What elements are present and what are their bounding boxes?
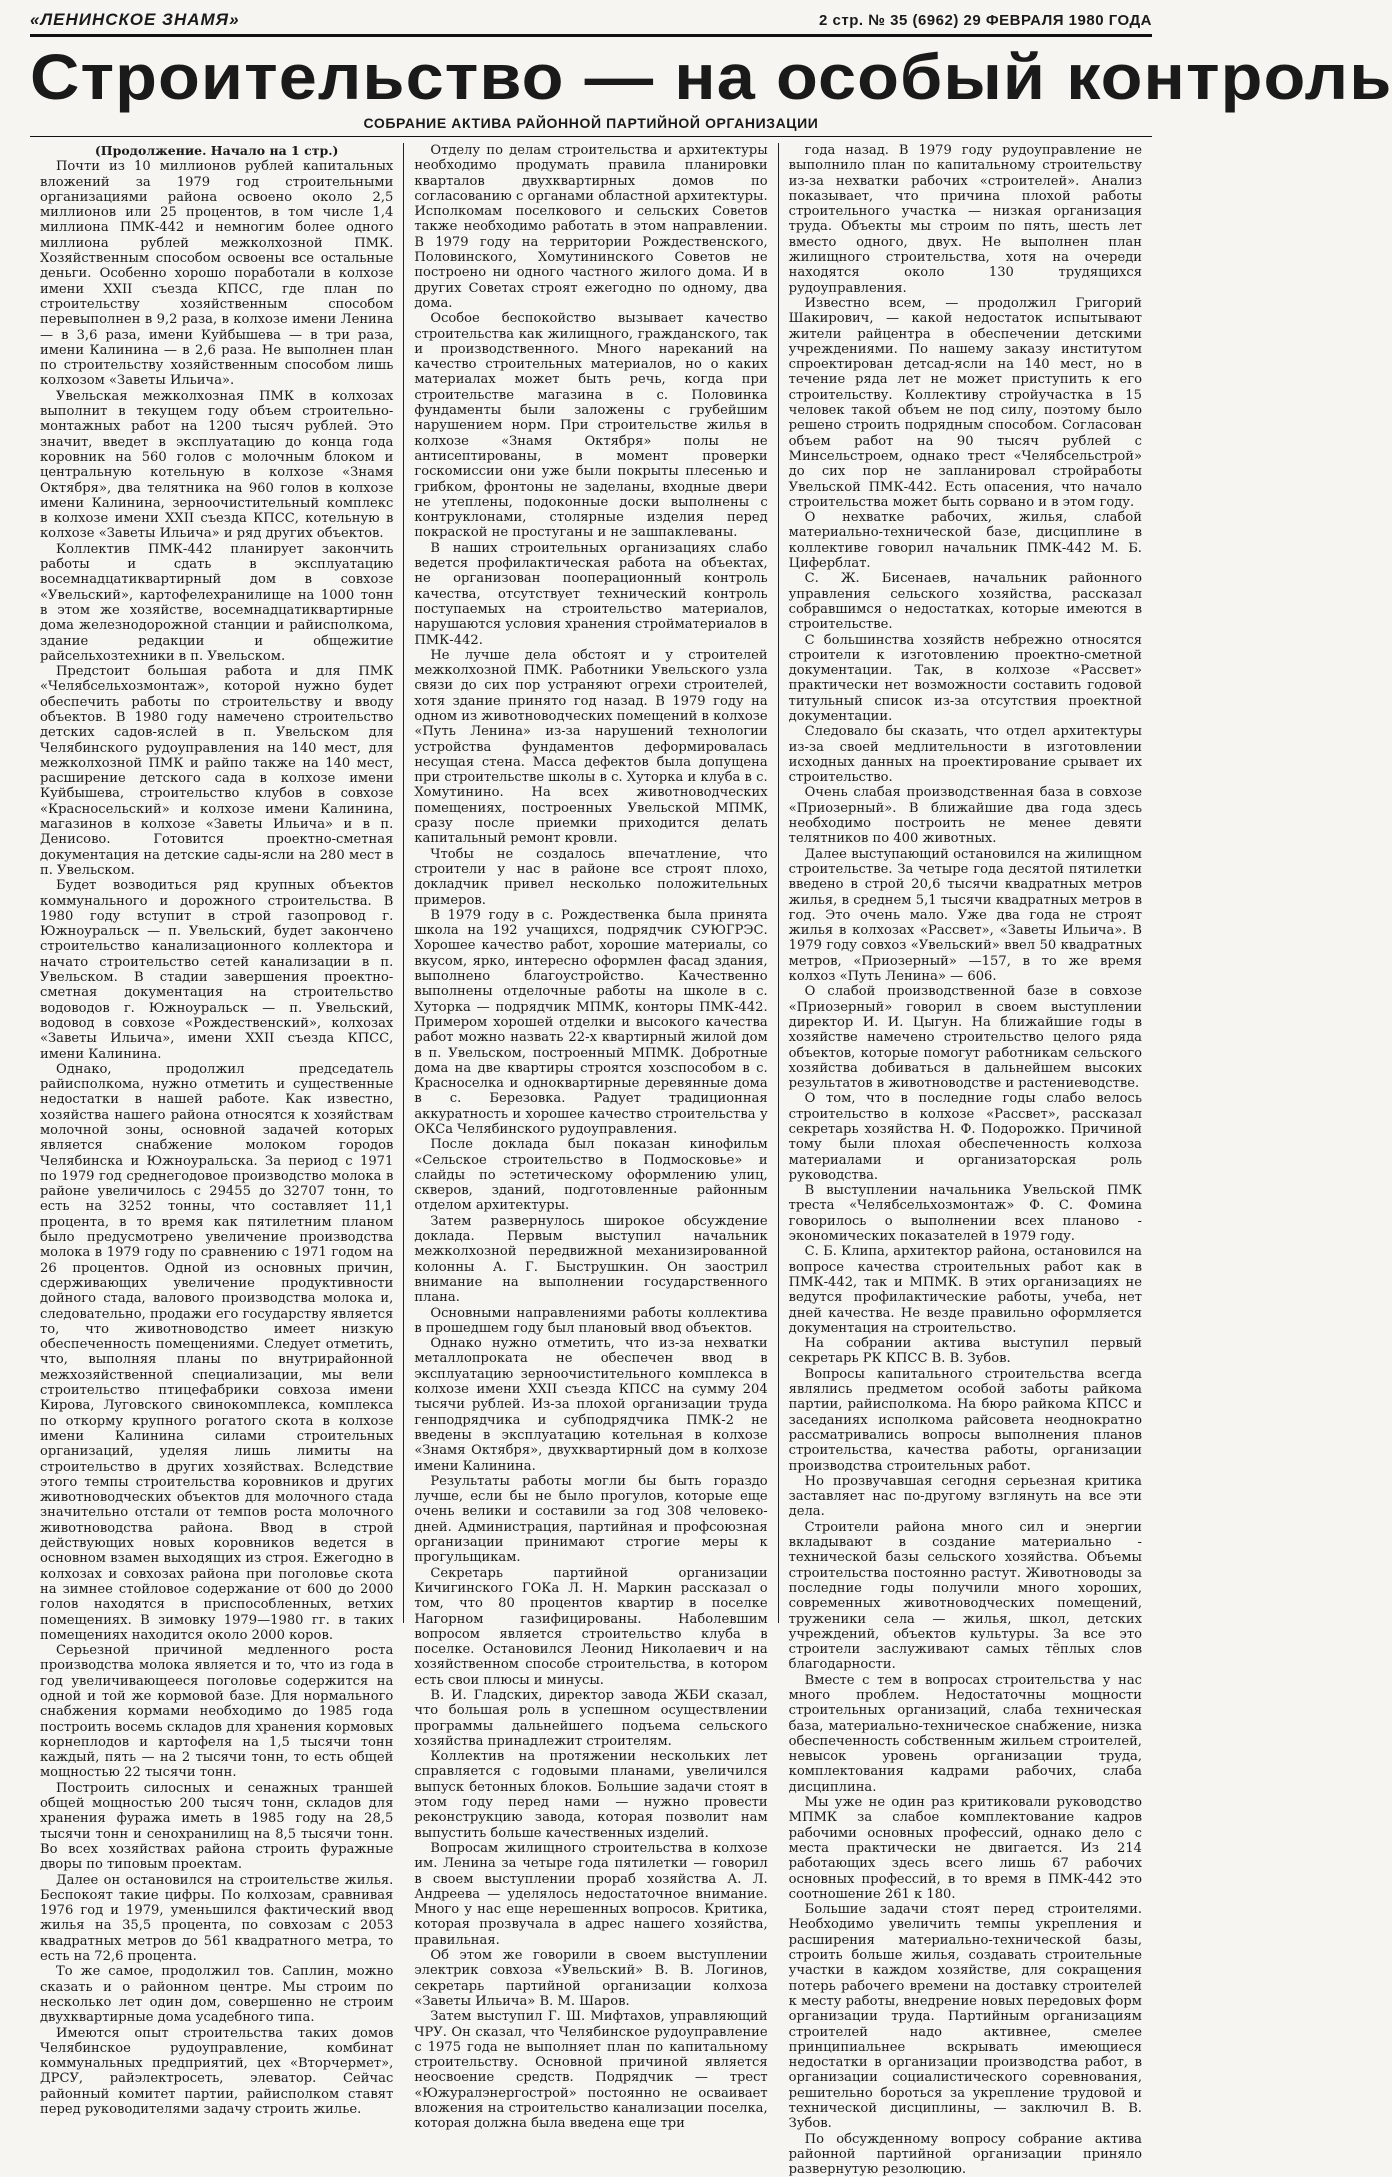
article-column-3	[778, 143, 1152, 2177]
article-paragraph: В 1979 году в с. Рождественка была принята школа на 192 учащихся, подрядчик СУЮГРЭС. Хорошее качество работ, хорошие материалы, со вкусом, ярко, интересно оформлен фасад здания, выполнено благоустройство. Качественно выполнены отделочные работы на школе в с. Хуторка — подрядчик МПМК, конторы ПМК-442. Примером хорошей отделки и высокого качества работ можно назвать 22-х квартирный жилой дом в п. Увельском, построенный МПМК. Добротные дома на две квартиры строятся хозспособом в с. Красноселка и одноквартирные деревянные дома в с. Березовка. Радует традиционная аккуратность и хорошее качество строительства у ОКСа Челябинского рудоуправления.	[414, 907, 768, 1137]
article-paragraph: Мы уже не один раз критиковали руководство МПМК за слабое комплектование кадров рабочими основных профессий, однако дело с места практически не двигается. Из 214 работающих здесь всего лишь 67 рабочих основных профессий, в то время в ПМК-442 это соотношение 261 к 180.	[788, 1795, 1142, 1902]
article-column-2	[403, 143, 777, 2132]
article-paragraph: Однако нужно отметить, что из-за нехватки металлопроката не обеспечен ввод в эксплуатацию зерноочистительного комплекса в колхозе имени XXII съезда КПСС на сумму 204 тысячи рублей. Из-за плохой организации труда генподрядчика и субподрядчика ПМК-2 не введены в эксплуатацию котельная в колхозе «Знамя Октября», двухквартирный дом в колхозе имени Калинина.	[414, 1336, 768, 1474]
article-paragraph: Особое беспокойство вызывает качество строительства как жилищного, гражданского, так и производственного. Много нареканий на качество строительных материалов, но о каких материалах может быть речь, когда при строительстве магазина в с. Половинка фундаменты были заложены с грубейшим нарушением норм. При строительстве жилья в колхозе «Знамя Октября» полы не антисептированы, в момент проверки госкомиссии они уже были покрыты плесенью и грибком, фронтоны не заделаны, входные двери не утеплены, подоконные доски выполнены с контруклонами, столярные изделия перед покраской не простуганы и не зашпаклеваны.	[414, 311, 768, 541]
article-paragraph: Чтобы не создалось впечатление, что строители у нас в районе все строят плохо, докладчик привел несколько положительных примеров.	[414, 846, 768, 908]
article-paragraph: года назад. В 1979 году рудоуправление не выполнило план по капитальному строительству из-за нехватки рабочих «строителей». Анализ показывает, что причина плохой работы строительного участка — низкая организация труда. Объекты мы строим по пять, шесть лет вместо одного, двух. Не выполнен план жилищного строительства, хотя на очереди находятся около 130 трудящихся рудоуправления.	[788, 143, 1142, 296]
article-paragraph: Очень слабая производственная база в совхозе «Приозерный». В ближайшие два года здесь необходимо построить не менее девяти телятников по 400 животных.	[788, 785, 1142, 847]
article-paragraph: Серьезной причиной медленного роста производства молока является и то, что из года в год увеличивающееся поголовье содержится на одной и той же кормовой базе. Для нормального снабжения кормами необходимо до 1985 года построить восемь складов для хранения кормовых корнеплодов и картофеля на 1,5 тысячи тонн каждый, пять — на 2 тысячи тонн, то есть общей мощностью 22 тысячи тонн.	[40, 1643, 394, 1781]
article-paragraph: Далее выступающий остановился на жилищном строительстве. За четыре года десятой пятилетки введено в строй 20,6 тысячи квадратных метров жилья, в среднем 5,1 тысячи квадратных метров в год. Это очень мало. Уже два года не строят жилья в колхозах «Рассвет», «Заветы Ильича». В 1979 году совхоз «Увельский» ввел 50 квадратных метров, «Приозерный» —157, в то же время колхоз «Путь Ленина» — 606.	[788, 846, 1142, 985]
article-paragraph: Отделу по делам строительства и архитектуры необходимо продумать правила планировки кварталов двухквартирных домов по согласованию с органами областной архитектуры. Исполкомам поселкового и сельских Советов также необходимо работать в этом направлении. В 1979 году на территории Рождественского, Половинского, Хомутининского Советов не построено ни одного частного жилого дома. И в других Советах строят ежегодно по одному, два дома.	[414, 143, 768, 311]
article-paragraph: Вместе с тем в вопросах строительства у нас много проблем. Недостаточны мощности строительных организаций, слаба техническая база, материально-техническое снабжение, низка обеспеченность собственным жильем строителей, невысок уровень организации труда, комплектования кадрами рабочих, слаба дисциплина.	[788, 1672, 1142, 1795]
article-paragraph: На собрании актива выступил первый секретарь РК КПСС В. В. Зубов.	[788, 1336, 1142, 1367]
article-paragraph: О нехватке рабочих, жилья, слабой материально-технической базе, дисциплине в коллективе говорил начальник ПМК-442 М. Б. Циферблат.	[788, 510, 1142, 572]
article-paragraph: В выступлении начальника Увельской ПМК треста «Челябсельхозмонтаж» Ф. С. Фомина говорилось о выполнении всех планово - экономических показателей в 1979 году.	[788, 1183, 1142, 1245]
article-paragraph: Коллектив на протяжении нескольких лет справляется с годовыми планами, увеличился выпуск бетонных блоков. Большие задачи стоят в этом году перед нами — нужно провести реконструкцию завода, которая позволит нам выпустить больше качественных изделий.	[414, 1749, 768, 1841]
article-paragraph: Затем выступил Г. Ш. Мифтахов, управляющий ЧРУ. Он сказал, что Челябинское рудоуправление с 1975 года не выполняет план по капитальному строительству. Основной причиной является неосвоение средств. Подрядчик — трест «Южуралэнергострой» постоянно не осваивает вложения на строительство канализации поселка, которая должна была введена еще три	[414, 2009, 768, 2132]
article-paragraph: Почти из 10 миллионов рублей капитальных вложений за 1979 год строительными организациями района освоено около 2,5 миллионов или 25 процентов, в том числе 1,4 миллиона ПМК-442 и немногим более одного миллиона рублей межколхозной ПМК. Хозяйственным способом освоены все остальные деньги. Особенно хорошо поработали в колхозе имени XXII съезда КПСС, где план по строительству хозяйственным способом перевыполнен в 9,2 раза, в колхозе имени Ленина — в 3,6 раза, имени Куйбышева — в три раза, имени Калинина — в 2,6 раза. Не выполнен план по строительству хозяйственным способом лишь колхозом «Заветы Ильича».	[40, 159, 394, 389]
article-columns	[30, 143, 1152, 2177]
article-paragraph: То же самое, продолжил тов. Саплин, можно сказать и о районном центре. Мы строим по несколько лет один дом, совершенно не строим двухквартирные дома усадебного типа.	[40, 1964, 394, 2026]
article-paragraph: Вопросы капитального строительства всегда являлись предметом особой заботы райкома партии, райисполкома. На бюро райкома КПСС и заседаниях исполкома райсовета неоднократно рассматривались вопросы выполнения планов строительства, качества работы, организации производства строительных работ.	[788, 1366, 1142, 1474]
article-paragraph: Известно всем, — продолжил Григорий Шакирович, — какой недостаток испытывают жители райцентра в обеспечении детскими учреждениями. По нашему заказу институтом спроектирован детсад-ясли на 140 мест, но в течение ряда лет не может приступить к его строительству. Коллективу стройучастка в 15 человек такой объем не под силу, поэтому было решено строить подрядным способом. Согласован объем работ на 90 тысяч рублей с Минсельстроем, однако трест «Челябсельстрой» до сих пор не запланировал стройработы Увельской ПМК-442. Есть опасения, что начало строительства может быть сорвано и в этом году.	[788, 295, 1142, 510]
article-paragraph: Строители района много сил и энергии вкладывают в создание материально - технической базы сельского хозяйства. Объемы строительства постоянно растут. Животноводы за последние годы получили много хороших, современных животноводческих помещений, труженики села — жилья, школ, детских учреждений, объектов культуры. За все это строители заслуживают самых тёплых слов благодарности.	[788, 1519, 1142, 1673]
article-paragraph: Секретарь партийной организации Кичигинского ГОКа Л. Н. Маркин рассказал о том, что 80 процентов квартир в поселке Нагорном газифицированы. Наболевшим вопросом является строительство клуба в поселке. Остановился Леонид Николаевич и на хозяйственном способе строительства, в котором есть свои плюсы и минусы.	[414, 1565, 768, 1688]
article-paragraph: Имеются опыт строительства таких домов Челябинское рудоуправление, комбинат коммунальных предприятий, цех «Вторчермет», ДРСУ, райэлектросеть, элеватор. Сейчас районный комитет партии, райисполком ставят перед руководителями задачу строить жилье.	[40, 2025, 394, 2117]
article-headline: Строительство — на особый контроль	[30, 41, 1392, 113]
article-paragraph: Результаты работы могли бы быть гораздо лучше, если бы не было прогулов, которые еще очень велики и составили за год 308 человеко-дней. Администрация, партийная и профсоюзная организации принимают строгие меры к прогульщикам.	[414, 1473, 768, 1566]
article-paragraph: После доклада был показан кинофильм «Сельское строительство в Подмосковье» и слайды по эстетическому оформлению улиц, скверов, зданий, подготовленные районным отделом архитектуры.	[414, 1137, 768, 1214]
article-paragraph: Увельская межколхозная ПМК в колхозах выполнит в текущем году объем строительно-монтажных работ на 1200 тысяч рублей. Это значит, введет в эксплуатацию до конца года коровник на 560 голов с молочным блоком и центральную котельную в колхозе «Знамя Октября», два телятника на 960 голов в колхозе имени Калинина, зерноочистительный комплекс в колхозе имени XXII съезда КПСС, котельную в колхозе «Заветы Ильича» и ряд других объектов.	[40, 388, 394, 542]
article-paragraph: С. Ж. Бисенаев, начальник районного управления сельского хозяйства, рассказал собравшимся о недостатках, которые имеются в строительстве.	[788, 571, 1142, 633]
article-paragraph: О слабой производственной базе в совхозе «Приозерный» говорил в своем выступлении директор И. И. Цыгун. На ближайшие годы в хозяйстве намечено строительство целого ряда объектов, которые помогут работникам сельского хозяйства добиваться в дальнейшем высоких результатов в животноводстве и растениеводстве.	[788, 984, 1142, 1092]
paper-name: «ЛЕНИНСКОЕ ЗНАМЯ»	[30, 10, 240, 29]
article-paragraph: В наших строительных организациях слабо ведется профилактическая работа на объектах, не организован пооперационный контроль качества, отсутствует технический контроль поступаемых на строительство материалов, нарушаются условия хранения стройматериалов в ПМК-442.	[414, 540, 768, 648]
article-paragraph: Предстоит большая работа и для ПМК «Челябсельхозмонтаж», которой нужно будет обеспечить работы по строительству и вводу объектов. В 1980 году намечено строительство детских садов-яслей в п. Увельском для Челябинского рудоуправления на 140 мест, для межколхозной ПМК и райпо также на 140 мест, расширение детского сада в колхозе имени Куйбышева, строительство клубов в совхозе «Красносельский» и колхозе имени Калинина, магазинов в колхозе «Заветы Ильича» и в п. Денисово. Готовится проектно-сметная документация на детские сады-ясли на 280 мест в п. Увельском.	[40, 664, 394, 878]
article-paragraph: Большие задачи стоят перед строителями. Необходимо увеличить темпы укрепления и расширения материально-технической базы, строить больше жилья, создавать строительные участки в каждом хозяйстве, для сокращения потерь рабочего времени на доставку строителей к месту работы, внедрение новых передовых форм организации труда. Партийным организациям строителей надо активнее, смелее принципиальнее вскрывать имеющиеся недостатки в организации производства работ, в организации социалистического соревнования, решительно бороться за укрепление трудовой и технической дисциплины, — заключил В. В. Зубов.	[788, 1902, 1142, 2132]
article-paragraph: Однако, продолжил председатель райисполкома, нужно отметить и существенные недостатки в нашей работе. Как известно, хозяйства нашего района относятся к хозяйствам молочной зоны, основной задачей которых является снабжение молоком городов Челябинска и Южноуральска. За период с 1971 по 1979 год среднегодовое производство молока в районе увеличилось с 29455 до 32707 тонн, то есть на 3252 тонны, что составляет 11,1 процента, в то время как пятилетним планом было предусмотрено увеличение производства молока в 1979 году по сравнению с 1971 годом на 26 процентов. Одной из основных причин, сдерживающих увеличение продуктивности дойного стада, валового производства молока и, следовательно, продажи его государству является то, что животноводство имеет низкую обеспеченность помещениями. Следует отметить, что, выполняя планы по внутрирайонной межхозяйственной специализации, мы вели строительство птицефабрики совхоза имени Кирова, Луговского свинокомплекса, комплекса по откорму крупного рогатого скота в колхозе имени Калинина силами строительных организаций, уделяя лишь лимиты на строительство в других хозяйствах. Вследствие этого темпы строительства коровников и других животноводческих объектов для молочного стада значительно отстали от темпов роста молочного животноводства района. Ввод в строй действующих новых коровников ведется в основном взамен выходящих из строя. Ежегодно в колхозах и совхозах района при поголовье скота на зимнее стойловое содержание от 600 до 2000 голов находятся в приспособленных, ветхих помещениях. В зимовку 1979—1980 гг. в таких помещениях находится около 2000 коров.	[40, 1061, 394, 1643]
masthead	[30, 10, 1152, 37]
issue-line: 2 стр. № 35 (6962) 29 ФЕВРАЛЯ 1980 ГОДА	[819, 12, 1152, 29]
article-paragraph: Коллектив ПМК-442 планирует закончить работы и сдать в эксплуатацию восемнадцатиквартирный дом в совхозе «Увельский», картофелехранилище на 1000 тонн в этом же хозяйстве, восемнадцатиквартирные дома железнодорожной станции и райисполкома, здание редакции и общежитие райсельхозтехники в п. Увельском.	[40, 541, 394, 664]
article-paragraph: Затем развернулось широкое обсуждение доклада. Первым выступил начальник межколхозной передвижной механизированной колонны А. Г. Быструшкин. Он заострил внимание на выполнении государственного плана.	[414, 1213, 768, 1306]
article-paragraph: С большинства хозяйств небрежно относятся строители к изготовлению проектно-сметной документации. Так, в колхозе «Рассвет» практически нет возможности составить годовой титульный список из-за отсутствия проектной документации.	[788, 632, 1142, 724]
article-paragraph: Вопросам жилищного строительства в колхозе им. Ленина за четыре года пятилетки — говорил в своем выступлении прораб хозяйства А. Л. Андреева — уделялось недостаточное внимание. Много у нас еще нерешенных вопросов. Критика, которая прозвучала в адрес нашего хозяйства, правильная.	[414, 1840, 768, 1948]
article-paragraph: В. И. Гладских, директор завода ЖБИ сказал, что большая роль в успешном осуществлении программы дальнейшего подъема сельского хозяйства принадлежит строителям.	[414, 1687, 768, 1749]
article-paragraph: С. Б. Клипа, архитектор района, остановился на вопросе качества строительных работ как в ПМК-442, так и МПМК. В этих организациях не ведутся профилактические работы, учеба, нет дней качества. Не везде правильно оформляется документация на строительство.	[788, 1244, 1142, 1336]
continued-label: (Продолжение. Начало на 1 стр.)	[94, 143, 339, 158]
article-paragraph: По обсужденному вопросу собрание актива районной партийной организации приняло развернутую резолюцию.	[788, 2131, 1142, 2177]
article-paragraph: Будет возводиться ряд крупных объектов коммунального и дорожного строительства. В 1980 году вступит в строй газопровод г. Южноуральск — п. Увельский, будет закончено строительство канализационного коллектора и начато строительство сетей канализации в п. Увельском. В стадии завершения проектно-сметная документация на строительство водоводов г. Южноуральск — п. Увельский, водовод в совхозе «Рождественский», колхозах «Заветы Ильича», имени XXII съезда КПСС, имени Калинина.	[40, 878, 394, 1062]
article-paragraph: О том, что в последние годы слабо велось строительство в колхозе «Рассвет», рассказал секретарь хозяйства Н. Ф. Подорожко. Причиной тому были плохая обеспеченность колхоза материалами и организаторская роль руководства.	[788, 1091, 1142, 1183]
article-paragraph: Но прозвучавшая сегодня серьезная критика заставляет нас по-другому взглянуть на все эти дела.	[788, 1473, 1142, 1520]
article-paragraph: Далее он остановился на строительстве жилья. Беспокоят такие цифры. По колхозам, сравнивая 1976 год и 1979, уменьшился фактический ввод жилья на 35,5 процента, по совхозам с 2053 квадратных метров до 561 квадратного метра, то есть на 72,6 процента.	[40, 1872, 394, 1965]
article-subheadline: СОБРАНИЕ АКТИВА РАЙОННОЙ ПАРТИЙНОЙ ОРГАНИЗАЦИИ	[30, 115, 1152, 137]
article-paragraph: Построить силосных и сенажных траншей общей мощностью 200 тысяч тонн, складов для хранения фуража иметь в 1985 году на 28,5 тысячи тонн и сенохранилищ на 8,5 тысячи тонн. Во всех хозяйствах района строить фуражные дворы по типовым проектам.	[40, 1780, 394, 1873]
article-paragraph: Следовало бы сказать, что отдел архитектуры из-за своей медлительности в изготовлении исходных данных на проектирование срывает их строительство.	[788, 724, 1142, 786]
article-column-1	[30, 143, 403, 2117]
article-paragraph: Об этом же говорили в своем выступлении электрик совхоза «Увельский» В. В. Логинов, секретарь партийной организации колхоза «Заветы Ильича» В. М. Шаров.	[414, 1948, 768, 2009]
article-paragraph: Не лучше дела обстоят и у строителей межколхозной ПМК. Работники Увельского узла связи до сих пор устраняют огрехи строителей, хотя здание принято год назад. В 1979 году на одном из животноводческих помещений в колхозе «Путь Ленина» из-за нарушений технологии устройства фундаментов деформировалась несущая стена. Масса дефектов была допущена при строительстве школы в с. Хуторка и клуба в с. Хомутинино. На всех животноводческих помещениях, построенных Увельской МПМК, сразу после приемки приходится делать капитальный ремонт кровли.	[414, 647, 768, 847]
article-paragraph: Основными направлениями работы коллектива в прошедшем году был плановый ввод объектов.	[414, 1305, 768, 1336]
